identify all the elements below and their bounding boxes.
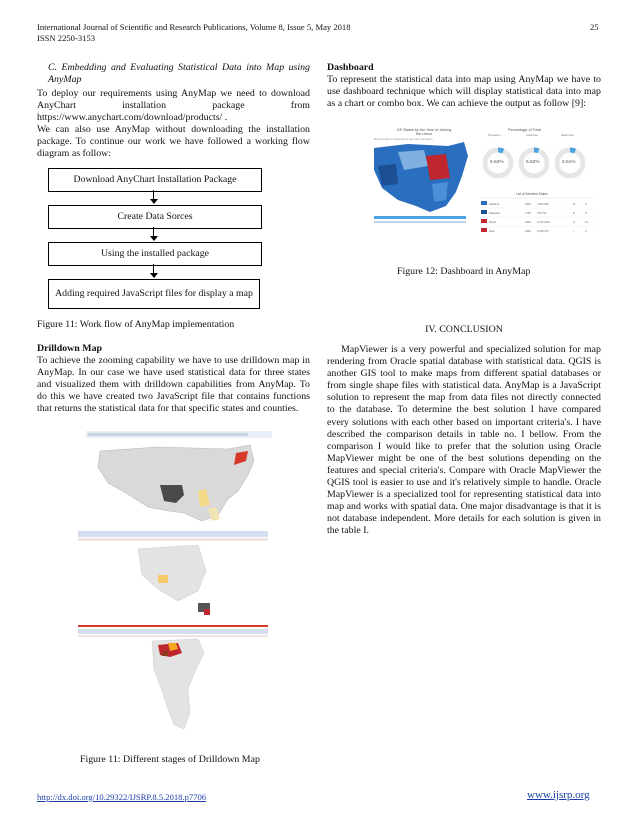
- state-year: 1846: [525, 230, 531, 233]
- drilldown-stage-state: [78, 531, 268, 627]
- state-capital: D: [573, 212, 575, 215]
- flow-arrowhead-1: [150, 199, 158, 204]
- percent-label-land: Land Area: [526, 134, 538, 137]
- drilldown-heading: Drilldown Map: [37, 343, 103, 354]
- flow-step-using-package: Using the installed package: [48, 242, 262, 266]
- page-number: 25: [590, 22, 599, 32]
- state-capital: I: [573, 230, 574, 233]
- flow-arrowhead-2: [150, 236, 158, 241]
- state-year: 1819: [525, 203, 531, 206]
- state-rank: 4: [585, 203, 587, 206]
- state-name: Illinois: [489, 221, 497, 224]
- drilldown-stage-county: [78, 629, 268, 729]
- dashboard-figure: [368, 126, 598, 242]
- drilldown-paragraph: To achieve the zooming capability we have to use drilldown map in AnyMap. In our case we have used statistical data for three states and visualized them with drilldown capabilities from AnyMap. To do this we have created two JavaScript file that contains functions that returns the statistical data for that specific states and counties.: [37, 355, 310, 415]
- state-name: Alabama: [489, 203, 500, 206]
- state-population: 4,903,185: [537, 203, 549, 206]
- state-capital: M: [573, 203, 576, 206]
- dashboard-paragraph: To represent the statistical data into map using AnyMap we have to use dashboard technique which will display statistical data into map as a chart or combo box. We can achieve the output as follow [9]:: [327, 74, 601, 110]
- state-year: 1818: [525, 221, 531, 224]
- ijsrp-site-link[interactable]: www.ijsrp.org: [527, 789, 590, 801]
- state-population: 3,155,070: [537, 230, 549, 233]
- state-population: 973,764: [537, 212, 547, 215]
- percent-label-population: Population: [488, 134, 501, 137]
- flow-arrowhead-3: [150, 273, 158, 278]
- state-year: 1787: [525, 212, 531, 215]
- paragraph-no-download: We can also use AnyMap without downloading the installation package. To continue our work we have followed a working flow diagram as follow:: [37, 124, 310, 160]
- table-title: List of Selected States: [516, 192, 548, 196]
- dashboard-subtitle: Pick one state or a timespan to see more information: [374, 138, 433, 141]
- flow-arrow-3: [153, 264, 154, 273]
- table-row: [489, 200, 597, 209]
- drilldown-figure: [78, 431, 276, 749]
- flow-step-add-js: Adding required JavaScript files for display a map: [48, 279, 260, 309]
- state-rank: 8: [585, 212, 587, 215]
- section-c-heading: C. Embedding and Evaluating Statistical Data into Map using AnyMap: [48, 62, 310, 86]
- figure-12-caption: Figure 12: Dashboard in AnyMap: [397, 266, 531, 277]
- figure-11-caption: Figure 11: Work flow of AnyMap implementation: [37, 319, 235, 330]
- table-row: [489, 218, 597, 227]
- paragraph-deploy: To deploy our requirements using AnyMap we need to download AnyChart installation package from https://www.anychart.com/download/products/ .: [37, 88, 310, 124]
- conclusion-paragraph: MapViewer is a very powerful and specialized solution for map rendering from Oracle spatial database with statistical data. QGIS is another GIS tool to make maps from different spatial databases or from single shape files with statistical data. AnyMap is a JavaScript solution to represent the map from data files not directly connected to the database. To determine the best solution I have compared every solutions with each other based on important criteria's. I have described the comparison details in table no. I bellow. From the comparison I would like to prefer that the solution using Oracle MapViewer might be one of the best solutions depending on the features and special criteria's. Compare with Oracle MapViewer the QGIS tool is easier to use and it's relatively simple to handle. Oracle MapViewer is a specialized tool for representing statistical data into map and works with spatial data. One major disadvantage is that it is not database independent. More details for each solution is given in the table I.: [327, 344, 601, 537]
- figure-11b-caption: Figure 11: Different stages of Drilldown Map: [80, 754, 260, 765]
- percent-label-water: Water Area: [561, 134, 574, 137]
- percent-title: Percentage of Total: [508, 128, 541, 132]
- issn: ISSN 2250-3153: [37, 33, 96, 43]
- state-population: 12,671,821: [537, 221, 550, 224]
- drilldown-stage-usa: [86, 431, 272, 521]
- percent-value-land: 5.62%: [526, 160, 540, 165]
- state-name: Iowa: [489, 230, 495, 233]
- dashboard-heading: Dashboard: [327, 62, 374, 73]
- flow-arrow-2: [153, 227, 154, 236]
- table-row: [489, 209, 597, 218]
- journal-header: International Journal of Scientific and Research Publications, Volume 8, Issue 5, May 2018: [37, 22, 351, 32]
- flow-step-download: Download AnyChart Installation Package: [48, 168, 262, 192]
- doi-link[interactable]: http://dx.doi.org/10.29322/IJSRP.8.5.2018.p7706: [37, 792, 207, 802]
- flow-step-create-data: Create Data Sorces: [48, 205, 262, 229]
- state-capital: IL: [573, 221, 576, 224]
- dashboard-title: US States by the Year of Joining the Union: [396, 128, 452, 137]
- state-rank: 21: [585, 221, 588, 224]
- state-name: Delaware: [489, 212, 500, 215]
- conclusion-heading: IV. CONCLUSION: [425, 324, 503, 335]
- table-row: [489, 227, 597, 236]
- percent-value-water: 6.51%: [562, 160, 576, 165]
- selected-states-table: [489, 200, 597, 236]
- flow-arrow-1: [153, 190, 154, 199]
- percent-value-population: 6.62%: [490, 160, 504, 165]
- state-rank: 4: [585, 230, 587, 233]
